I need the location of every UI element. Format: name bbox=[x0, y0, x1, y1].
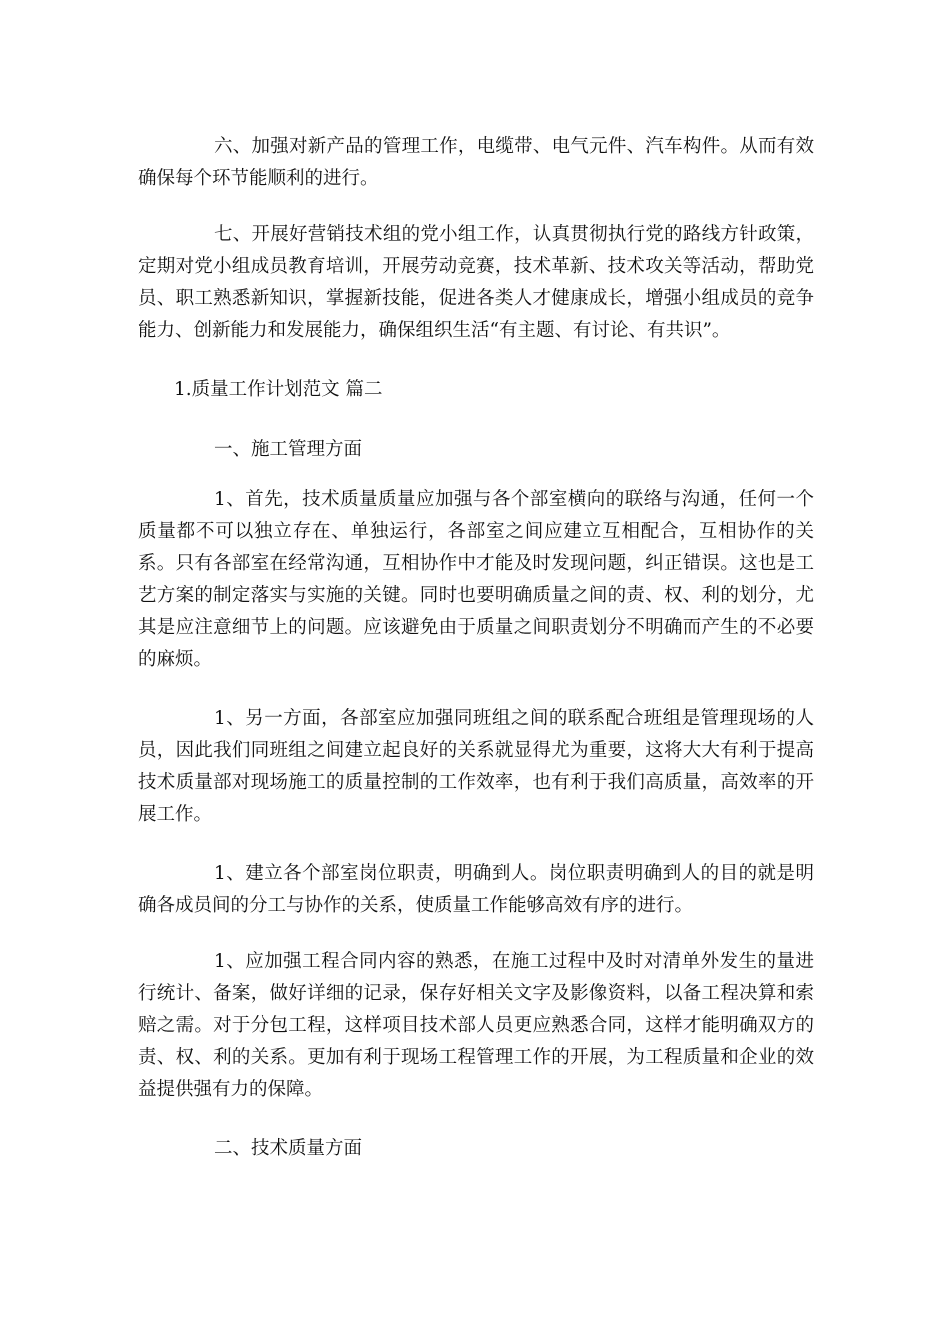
section-title: 1.质量工作计划范文 篇二 bbox=[174, 379, 383, 400]
subsection-heading-construction: 一、施工管理方面 bbox=[214, 439, 363, 460]
paragraph-team-liaison: 1、另一方面，各部室应加强同班组之间的联系配合班组是管理现场的人员，因此我们同班组之间建立起良好的关系就显得尤为重要，这将大大有利于提高技术质量部对现场施工的质量控制的工作效率，也有利于我们高质量，高效率的开展工作。 bbox=[138, 708, 814, 825]
paragraph-job-duties: 1、建立各个部室岗位职责，明确到人。岗位职责明确到人的目的就是明确各成员间的分工与协作的关系，使质量工作能够高效有序的进行。 bbox=[138, 863, 814, 916]
paragraph-item-six: 六、加强对新产品的管理工作，电缆带、电气元件、汽车构件。从而有效确保每个环节能顺利的进行。 bbox=[138, 136, 814, 189]
subsection-heading-technical-quality: 二、技术质量方面 bbox=[214, 1138, 363, 1159]
paragraph-coordination: 1、首先，技术质量质量应加强与各个部室横向的联络与沟通，任何一个质量都不可以独立存在、单独运行，各部室之间应建立互相配合，互相协作的关系。只有各部室在经常沟通，互相协作中才能及时发现问题，纠正错误。这也是工艺方案的制定落实与实施的关键。同时也要明确质量之间的责、权、利的划分，尤其是应注意细节上的问题。应该避免由于质量之间职责划分不明确而产生的不必要的麻烦。 bbox=[138, 489, 814, 670]
paragraph-contract: 1、应加强工程合同内容的熟悉，在施工过程中及时对清单外发生的量进行统计、备案，做好详细的记录，保存好相关文字及影像资料，以备工程决算和索赔之需。对于分包工程，这样项目技术部人员更应熟悉合同，这样才能明确双方的责、权、利的关系。更加有利于现场工程管理工作的开展，为工程质量和企业的效益提供强有力的保障。 bbox=[138, 951, 814, 1100]
paragraph-item-seven: 七、开展好营销技术组的党小组工作，认真贯彻执行党的路线方针政策，定期对党小组成员教育培训，开展劳动竞赛，技术革新、技术攻关等活动，帮助党员、职工熟悉新知识，掌握新技能，促进各类人才健康成长，增强小组成员的竞争能力、创新能力和发展能力，确保组织生活“有主题、有讨论、有共识”。 bbox=[138, 224, 814, 341]
